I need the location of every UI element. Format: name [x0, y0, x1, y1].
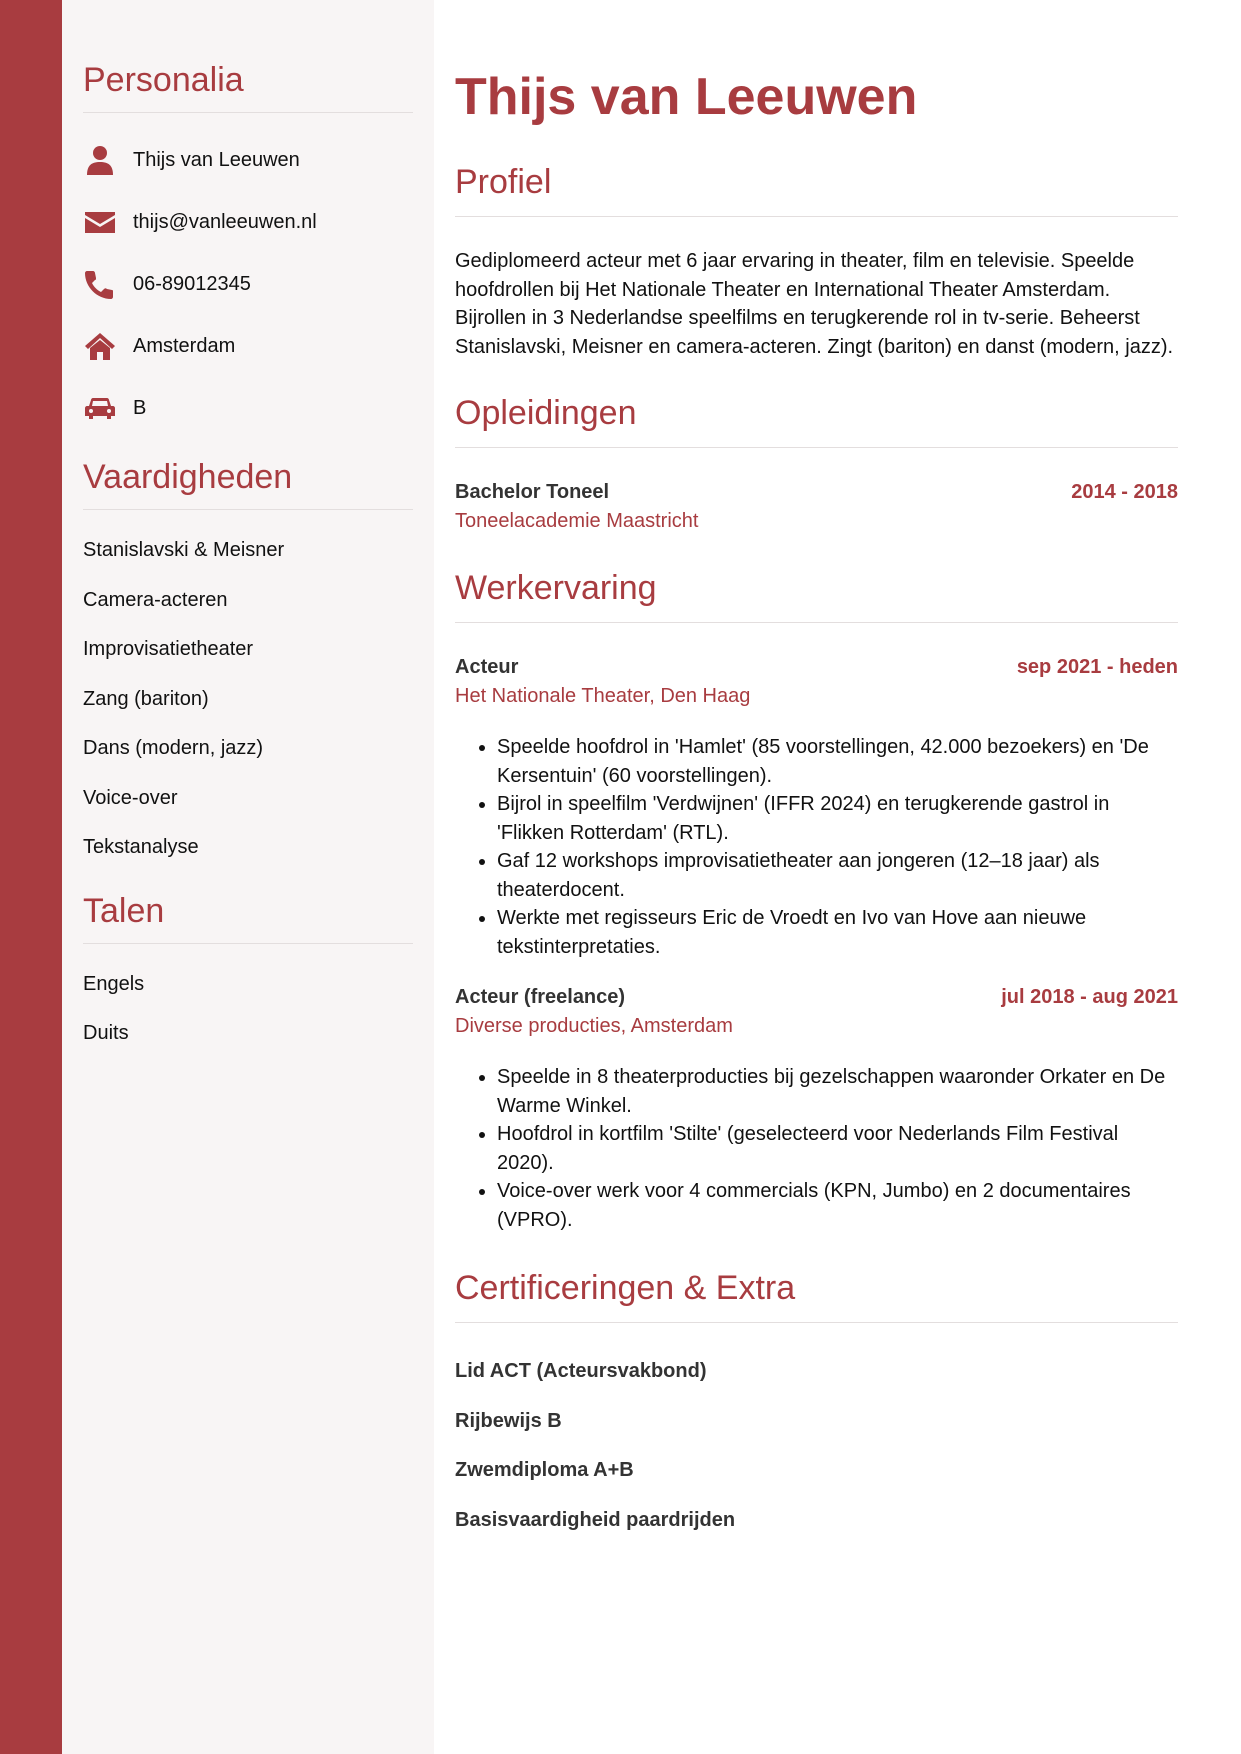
main-content: [434, 0, 1241, 1754]
contact-location-text: Amsterdam: [133, 334, 236, 357]
contact-phone-text[interactable]: 06-89012345: [133, 272, 251, 295]
job-company: Diverse producties, Amsterdam: [455, 1015, 733, 1037]
sidebar: [62, 0, 434, 1754]
skill-item: Camera-acteren: [83, 588, 228, 611]
language-item: Engels: [83, 972, 145, 995]
job-bullet: • Hoofdrol in kortfilm 'Stilte' (geselecteerd voor Nederlands Film Festival 2020).: [497, 1120, 1178, 1177]
envelope-icon: [83, 205, 117, 239]
skills-heading: Vaardigheden: [83, 457, 413, 510]
certifications-list: [455, 1347, 1178, 1545]
education-heading: Opleidingen: [455, 391, 1178, 448]
languages-list: [83, 960, 413, 1059]
job-bullet: • Bijrol in speelfilm 'Verdwijnen' (IFFR 2024) en terugkerende gastrol in 'Flikken Rotterdam' (RTL).: [497, 790, 1178, 847]
certification-item: Basisvaardigheid paardrijden: [455, 1508, 736, 1531]
skill-item: Dans (modern, jazz): [83, 737, 264, 760]
certification-item: Zwemdiploma A+B: [455, 1459, 634, 1482]
job-date: jul 2018 - aug 2021: [1001, 986, 1178, 1008]
skill-item: Tekstanalyse: [83, 836, 199, 859]
education-title: Bachelor Toneel: [455, 481, 610, 503]
profile-heading: Profiel: [455, 160, 1178, 217]
skill-item: Voice-over: [83, 786, 178, 809]
job-company: Het Nationale Theater, Den Haag: [455, 685, 751, 707]
accent-bar: [0, 0, 62, 1754]
job-bullets: [455, 733, 1178, 961]
contact-phone[interactable]: [83, 253, 413, 315]
contact-location: [83, 315, 413, 377]
contact-email-text[interactable]: thijs@vanleeuwen.nl: [133, 210, 317, 233]
contact-name: [83, 129, 413, 191]
job-title: Acteur (freelance): [455, 986, 626, 1008]
contact-email[interactable]: [83, 191, 413, 253]
education-institution: Toneelacademie Maastricht: [455, 510, 699, 532]
education-date: 2014 - 2018: [1071, 481, 1178, 503]
languages-heading: Talen: [83, 891, 413, 944]
experience-heading: Werkervaring: [455, 566, 1178, 623]
certification-item: Rijbewijs B: [455, 1409, 562, 1432]
job-bullet: • Gaf 12 workshops improvisatietheater aan jongeren (12–18 jaar) als theaterdocent.: [497, 847, 1178, 904]
certification-item: Lid ACT (Acteursvakbond): [455, 1360, 707, 1383]
education-entry: [455, 478, 1178, 536]
skill-item: Stanislavski & Meisner: [83, 539, 285, 562]
contact-name-text: Thijs van Leeuwen: [133, 148, 300, 171]
job-bullets: [455, 1063, 1178, 1234]
contact-list: [83, 129, 413, 439]
profile-text: Gediplomeerd acteur met 6 jaar ervaring in theater, film en televisie. Speelde hoofdrollen bij Het Nationale Theater en International Theater Amsterdam. Bijrollen in 3 Nederlandse speelfilms en terugkerende rol in tv-serie. Beheerst Stanislavski, Meisner en camera-acteren. Zingt (bariton) en danst (modern, jazz).: [455, 250, 1174, 358]
person-icon: [83, 143, 117, 177]
certifications-heading: Certificeringen & Extra: [455, 1266, 1178, 1323]
skills-list: [83, 526, 413, 873]
candidate-name: Thijs van Leeuwen: [455, 68, 918, 126]
car-icon: [83, 391, 117, 425]
home-icon: [83, 329, 117, 363]
job-title: Acteur: [455, 656, 519, 678]
phone-icon: [83, 267, 117, 301]
contact-license: [83, 377, 413, 439]
job-bullet: • Werkte met regisseurs Eric de Vroedt en Ivo van Hove aan nieuwe tekstinterpretaties.: [497, 904, 1178, 961]
job-entry: [455, 983, 1178, 1234]
skill-item: Zang (bariton): [83, 687, 209, 710]
contact-license-text: B: [133, 396, 147, 419]
job-bullet: • Speelde hoofdrol in 'Hamlet' (85 voorstellingen, 42.000 bezoekers) en 'De Kersentuin' (60 voorstellingen).: [497, 733, 1178, 790]
job-date: sep 2021 - heden: [1016, 656, 1178, 678]
job-bullet: • Voice-over werk voor 4 commercials (KPN, Jumbo) en 2 documentaires (VPRO).: [497, 1177, 1178, 1234]
personalia-heading: Personalia: [83, 60, 413, 113]
job-entry: [455, 653, 1178, 961]
job-bullet: • Speelde in 8 theaterproducties bij gezelschappen waaronder Orkater en De Warme Winkel.: [497, 1063, 1178, 1120]
skill-item: Improvisatietheater: [83, 638, 254, 661]
language-item: Duits: [83, 1022, 129, 1045]
